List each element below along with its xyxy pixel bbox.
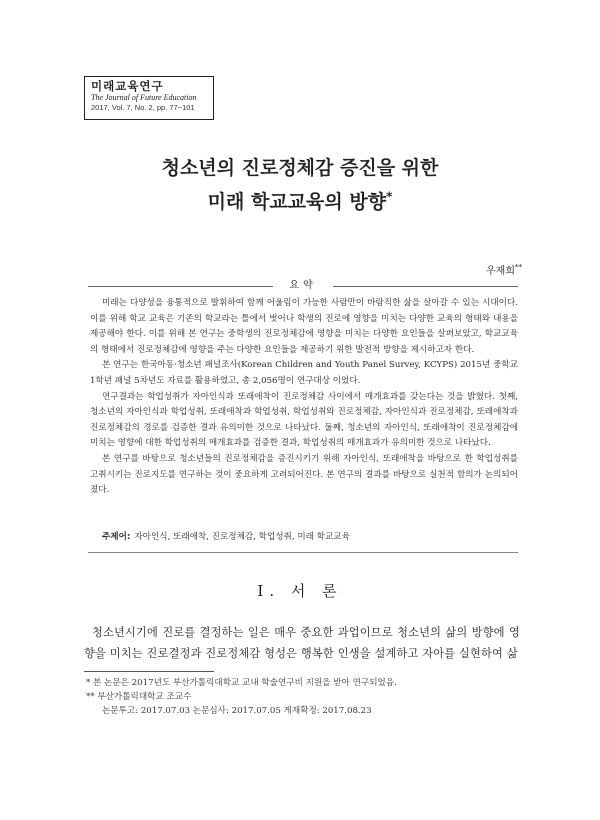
- abstract-body: [90, 296, 518, 499]
- author: [486, 262, 522, 277]
- abstract-paragraph: 본 연구를 바탕으로 청소년들의 진로정체감을 증진시키기 위해 자아인식, 또래애착을 바탕으로 한 학업성취를 고취시키는 진로지도를 연구하는 것이 중요하게 고려되어진다. 본 연구의 결과를 바탕으로 실천적 함의가 논의되어졌다.: [90, 453, 518, 496]
- journal-volume-info: 2017, Vol. 7, No. 2, pp. 77~101: [91, 103, 195, 112]
- abstract-heading-rule-right: [333, 286, 518, 287]
- submission-dates: 논문투고: 2017.07.03 논문심사: 2017.07.05 게재확정: 2017.08.23: [102, 706, 372, 716]
- author-footnote-mark: **: [515, 263, 522, 272]
- abstract-heading-label: 요약: [289, 280, 317, 291]
- footnote-author-affiliation: ** 부산가톨릭대학교 조교수: [86, 692, 192, 702]
- paper-title-line-1: 청소년의 진로정체감 증진을 위한: [161, 157, 439, 179]
- keywords: [102, 530, 350, 542]
- abstract-paragraph: 연구결과는 학업성취가 자아인식과 또래애착이 진로정체감 사이에서 매개효과를 갖는다는 것을 밝혔다. 첫째, 청소년의 자아인식과 학업성취, 또래애착과 학업성취, 학업성취와 진로정체감, 자아인식과 진로정체감, 또래애착과 진로정체감의 경로를 검증한 결과 유의미한 것으로 나타났다. 둘째, 청소년의 자아인식, 또래애착이 진로정체감에 미치는 영향에 대한 학업성취의 매개효과를 검증한 결과, 학업성취의 매개효과가 유의미한 것으로 나타났다.: [90, 391, 518, 449]
- author-name: 우재희: [486, 266, 515, 277]
- footnotes: [86, 676, 397, 718]
- abstract-bottom-rule: [88, 552, 518, 553]
- body-paragraph: 청소년시기에 진로를 결정하는 일은 매우 중요한 과업이므로 청소년의 삶의 방향에 영향을 미치는 진로결정과 진로정체감 형성은 행복한 인생을 설계하고 자아를 실현하여 삶: [84, 626, 520, 660]
- abstract-paragraph: 본 연구는 한국아동·청소년 패널조사(Korean Children and Youth Panel Survey, KCYPS) 2015년 중학교 1학년 패널 5차년도 자료를 활용하였고, 총 2,056명이 연구대상 이었다.: [90, 360, 518, 386]
- footnote-rule: [84, 671, 214, 672]
- paper-title-line-2-text: 미래 학교교육의 방향: [207, 191, 387, 213]
- keywords-label: 주제어:: [102, 532, 131, 542]
- keywords-list: 자아인식, 또래애착, 진로정체감, 학업성취, 미래 학교교육: [134, 532, 350, 542]
- journal-name-korean: 미래교육연구: [91, 79, 164, 93]
- paper-title-line-2: [0, 187, 600, 214]
- title-footnote-mark: *: [386, 189, 393, 204]
- section-heading-introduction: Ⅰ. 서 론: [257, 582, 343, 600]
- abstract-paragraph: 미래는 다양성을 융통적으로 발휘하여 함께 어울림이 가능한 사람만이 바람직한 삶을 살아갈 수 있는 시대이다. 이를 위해 학교 교육은 기존의 학교라는 틀에서 벗어나 학생의 진로에 영향을 미치는 다양한 교육의 형태와 내용을 제공해야 한다. 이를 위해 본 연구는 중학생의 진로정체감에 영향을 미치는 다양한 요인들을 살펴보았고, 학교교육의 형태에서 진로정체감에 영향을 주는 다양한 요인들을 제공하기 위한 발전적 방향을 제시하고자 한다.: [90, 298, 518, 355]
- body-text: [84, 622, 520, 664]
- footnote-funding: * 본 논문은 2017년도 부산가톨릭대학교 교내 학술연구비 지원을 받아 연구되었음.: [86, 678, 397, 688]
- journal-name-english: The Journal of Future Education: [91, 93, 197, 102]
- abstract-heading: [88, 279, 518, 293]
- journal-info-box: [84, 76, 214, 120]
